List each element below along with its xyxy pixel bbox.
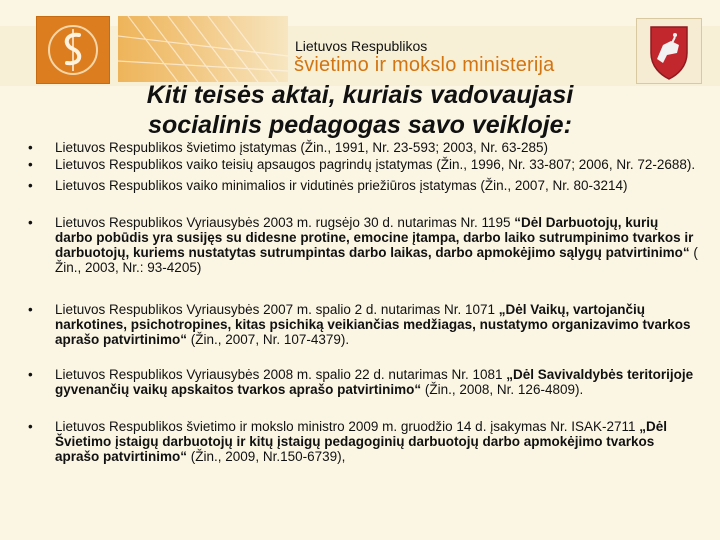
list-item — [28, 302, 698, 347]
item-text-pre: Lietuvos Respublikos Vyriausybės 2008 m. spalio 22 d. nutarimas Nr. 1081 — [55, 367, 507, 382]
item-text-bold: „Dėl Vaikų, vartojančių narkotines, psichotropines, kitas psichiką veikiančias medžiagas, nustatymo organizavimo tvarkos aprašo patvirtinimo“ — [55, 302, 691, 347]
list-item — [28, 178, 698, 193]
list-item — [28, 419, 698, 464]
title-line1: Kiti teisės aktai, kuriais vadovaujasi — [146, 81, 574, 109]
item-text-pre: Lietuvos Respublikos Vyriausybės 2007 m. spalio 2 d. nutarimas Nr. 1071 — [55, 302, 499, 317]
coat-of-arms-icon — [636, 18, 702, 84]
title-line2: socialinis pedagogas savo veikloje: — [148, 111, 572, 139]
item-text: Lietuvos Respublikos vaiko teisių apsaugos pagrindų įstatymas (Žin., 1996, Nr. 33-807; 2006, Nr. 72-2688). — [55, 157, 696, 172]
ministry-logo-icon — [36, 16, 110, 84]
decorative-pattern — [118, 16, 288, 82]
item-text-pre: Lietuvos Respublikos Vyriausybės 2003 m. rugsėjo 30 d. nutarimas Nr. 1195 — [55, 215, 515, 230]
slide-title — [0, 80, 720, 140]
item-text-post: (Žin., 2009, Nr.150-6739), — [187, 449, 346, 464]
legal-acts-list — [28, 140, 698, 464]
item-text-pre: Lietuvos Respublikos švietimo ir mokslo ministro 2009 m. gruodžio 14 d. įsakymas Nr. ISAK-2711 — [55, 419, 640, 434]
list-item — [28, 157, 698, 172]
list-item — [28, 140, 698, 155]
item-text: Lietuvos Respublikos švietimo įstatymas (Žin., 1991, Nr. 23-593; 2003, Nr. 63-285) — [55, 140, 548, 155]
item-text-bold: “Dėl Darbuotojų, kurių darbo pobūdis yra susijęs su didesne protine, emocine įtampa, darbo laiko sutrumpinimo tvarkos ir darbuotojų, kuriems nustatytas sutrumpintas darbo laikas, darbo apmokėjimo sąlygų patvirtinimo“ — [55, 215, 694, 260]
org-name-line1: Lietuvos Respublikos — [295, 38, 428, 54]
item-text-bold: „Dėl Savivaldybės teritorijoje gyvenančių vaikų apskaitos tvarkos aprašo patvirtinimo“ — [55, 367, 694, 397]
org-name-line2: švietimo ir mokslo ministerija — [294, 54, 555, 76]
item-text: Lietuvos Respublikos vaiko minimalios ir vidutinės priežiūros įstatymas (Žin., 2007, Nr. 80-3214) — [55, 178, 628, 193]
slide-header — [0, 0, 720, 90]
item-text-bold: „Dėl Švietimo įstaigų darbuotojų ir kitų įstaigų pedagoginių darbuotojų darbo apmokėjimo tvarkos aprašo patvirtinimo“ — [55, 419, 668, 464]
item-text-post: (Žin., 2008, Nr. 126-4809). — [421, 382, 584, 397]
list-item — [28, 367, 698, 397]
list-item — [28, 215, 698, 275]
item-text-post: (Žin., 2007, Nr. 107-4379). — [187, 332, 350, 347]
item-text-post: ( Žin., 2003, Nr.: 93-4205) — [55, 245, 698, 275]
